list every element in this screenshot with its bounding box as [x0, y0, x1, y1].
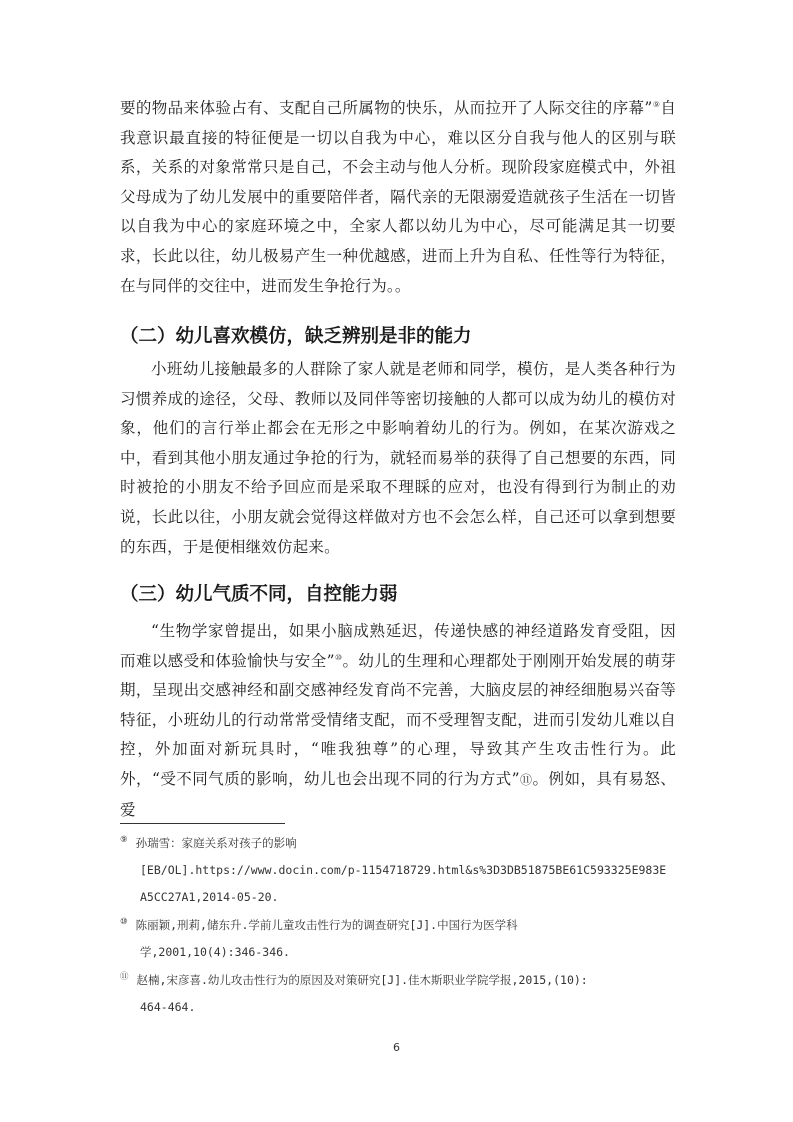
footnote-mark: ⑨: [120, 835, 128, 846]
footnote-9: [120, 830, 676, 911]
paragraph-temperament: [120, 617, 676, 825]
footnote-text: 学,2001,10(4):346-346.: [140, 945, 290, 959]
paragraph-text: 。例如，具有易怒、爱: [120, 769, 676, 819]
footnote-text: 陈丽颖,刑莉,储东升.学前儿童攻击性行为的调查研究[J].中国行为医学科: [135, 918, 518, 932]
paragraph-imitation: 小班幼儿接触最多的人群除了家人就是老师和同学，模仿，是人类各种行为习惯养成的途径，父母、教师以及同伴等密切接触的人都可以成为幼儿的模仿对象，他们的言行举止都会在无形之中影响着幼儿的行为。例如，在某次游戏之中，看到其他小朋友通过争抢的行为，就轻而易举的获得了自己想要的东西，同时被抢的小朋友不给予回应而是采取不理睬的应对，也没有得到行为制止的劝说，长此以往，小朋友就会觉得这样做对方也不会怎么样，自己还可以拿到想要的东西，于是便相继效仿起来。: [120, 360, 676, 556]
footnote-ref-11[interactable]: ⑪: [519, 772, 533, 787]
paragraph-text: 自我意识最直接的特征便是一切以自我为中心，难以区分自我与他人的区别与联系，关系的对象常常只是自己，不会主动与他人分析。现阶段家庭模式中，外祖父母成为了幼儿发展中的重要陪伴者，隔代亲的无限溺爱造就孩子生活在一切皆以自我为中心的家庭环境之中，全家人都以幼儿为中心，尽可能满足其一切要求，长此以往，幼儿极易产生一种优越感，进而上升为自私、任性等行为特征，在与同伴的交往中，进而发生争抢行为。。: [120, 99, 677, 295]
footnote-mark: ⑪: [120, 972, 129, 983]
page-number: 6: [393, 1041, 400, 1054]
footnote-text: 464-464.: [140, 1000, 196, 1014]
footnote-text: 孙瑞雪：家庭关系对孩子的影响: [135, 836, 297, 850]
footnote-text: 赵楠,宋彦喜.幼儿攻击性行为的原因及对策研究[J].佳木斯职业学院学报,2015,(10):: [136, 973, 588, 987]
footnote-ref-10[interactable]: ⑩: [334, 652, 343, 662]
footnote-ref-9[interactable]: ⑨: [652, 99, 661, 109]
paragraph-text: “生物学家曾提出，如果小脑成熟延迟，传递快感的神经道路发育受阻，因而难以感受和体验愉快与安全”: [120, 622, 676, 670]
section-heading-2: （二）幼儿喜欢模仿，缺乏辨别是非的能力: [120, 326, 472, 347]
paragraph-text: 。幼儿的生理和心理都处于刚刚开始发展的萌芽期，呈现出交感神经和副交感神经发育尚不完善，大脑皮层的神经细胞易兴奋等特征，小班幼儿的行动常常受情绪支配，而不受理智支配，进而引发幼儿难以自控，外加面对新玩具时，“唯我独尊”的心理，导致其产生攻击性行为。此外，“受不同气质的影响，幼儿也会出现不同的行为方式”: [120, 651, 677, 788]
footnote-11: [120, 967, 676, 1021]
paragraph-self-centered: [120, 94, 676, 301]
paragraph-text: 要的物品来体验占有、支配自己所属物的快乐，从而拉开了人际交往的序幕”: [120, 99, 653, 117]
footnote-url[interactable]: [EB/OL].https://www.docin.com/p-1154718729.html&s%3D3DB51875BE61C593325E983E: [140, 863, 667, 877]
footnote-divider: [120, 823, 285, 824]
footnote-text: A5CC27A1,2014-05-20.: [140, 890, 279, 904]
section-heading-3: （三）幼儿气质不同，自控能力弱: [120, 584, 398, 605]
footnote-mark: ⑩: [120, 917, 128, 928]
footnote-10: [120, 912, 676, 966]
